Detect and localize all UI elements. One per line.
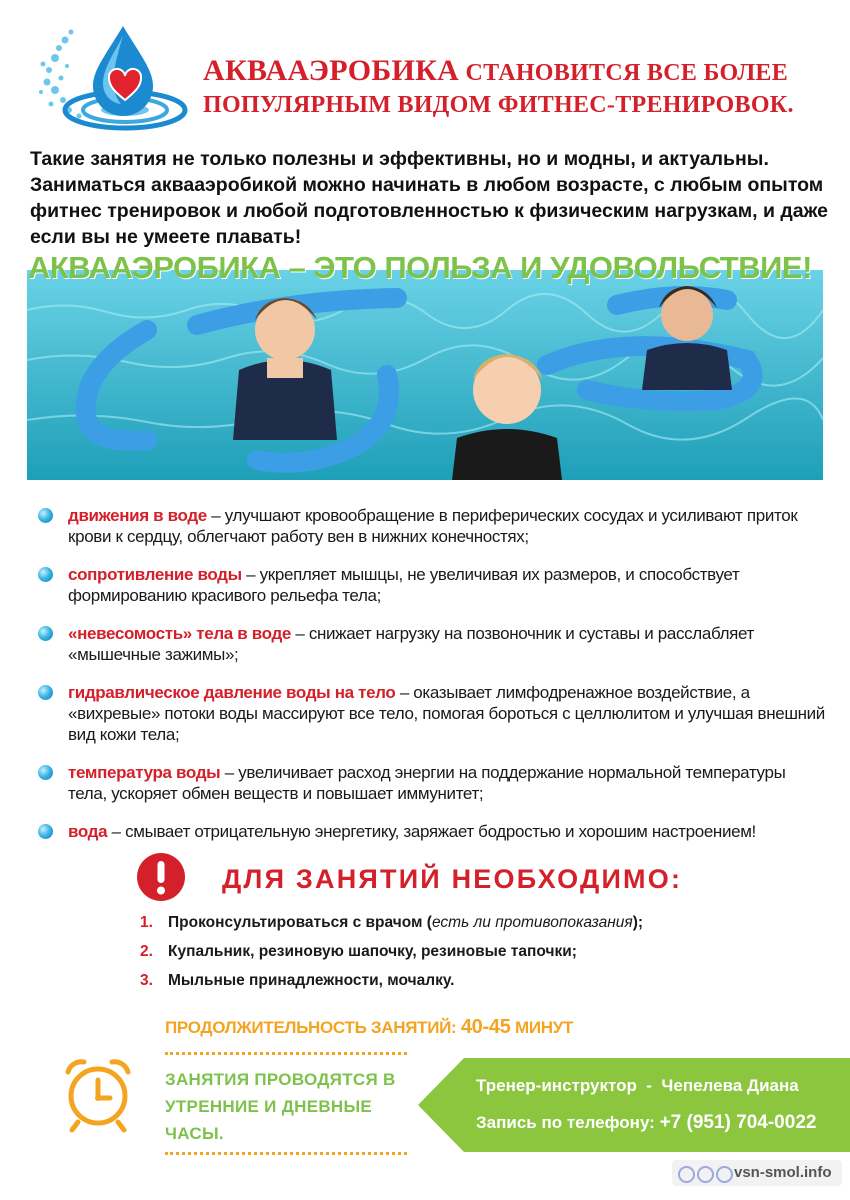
list-item <box>140 942 780 962</box>
benefit-text: – увеличивает расход энергии на поддержание нормальной температуры тела, ускоряет обмен веществ и повышает иммунитет; <box>68 763 786 803</box>
watermark-text[interactable]: vsn-smol.info <box>734 1164 832 1181</box>
alarm-clock-icon <box>58 1054 138 1134</box>
page-title <box>203 54 843 88</box>
benefit-text: – укрепляет мышцы, не увеличивая их размеров, и способствует формированию красивого рельефа тела; <box>68 565 740 605</box>
blue-bullet-icon <box>38 567 53 582</box>
blue-bullet-icon <box>38 824 53 839</box>
trainer-line <box>476 1076 799 1096</box>
watermark-icons <box>678 1166 735 1188</box>
aqua-heart-logo <box>35 18 195 138</box>
dotted-divider <box>165 1152 407 1155</box>
watermark-circle-icon <box>678 1166 695 1183</box>
item-italic: есть ли противопоказания <box>431 914 633 931</box>
title-main-word: АКВААЭРОБИКА <box>203 54 460 87</box>
list-item <box>140 913 780 933</box>
duration-unit: МИНУТ <box>514 1018 574 1037</box>
duration-value: 40-45 <box>460 1016 511 1038</box>
item-number: 2. <box>140 943 153 960</box>
phone-label: Запись по телефону: <box>476 1113 655 1132</box>
pool-photo <box>27 270 823 480</box>
item-number: 3. <box>140 972 153 989</box>
requirements-list <box>140 913 780 1000</box>
trainer-panel <box>418 1058 850 1152</box>
benefit-term: «невесомость» тела в воде <box>68 624 291 643</box>
duration-label: ПРОДОЛЖИТЕЛЬНОСТЬ ЗАНЯТИЙ: <box>165 1018 457 1037</box>
list-item <box>36 682 826 745</box>
benefit-text: – снижает нагрузку на позвоночник и суставы и расслабляет «мышечные зажимы»; <box>68 624 754 664</box>
benefit-text: – улучшают кровообращение в периферических сосудах и усиливают приток крови к сердцу, облегчают работу вен в нижних конечностях; <box>68 506 798 546</box>
title-line-2: ПОПУЛЯРНЫМ ВИДОМ ФИТНЕС-ТРЕНИРОВОК. <box>203 92 794 118</box>
blue-bullet-icon <box>38 765 53 780</box>
item-end: ); <box>632 914 644 931</box>
benefit-text: – оказывает лимфодренажное воздействие, а «вихревые» потоки воды массируют все тело, помогая бороться с целлюлитом и улучшая внешний вид кожи тела; <box>68 683 825 744</box>
title-rest: СТАНОВИТСЯ ВСЕ БОЛЕЕ <box>465 60 789 86</box>
blue-bullet-icon <box>38 508 53 523</box>
phone-number[interactable]: +7 (951) 704-0022 <box>659 1112 817 1133</box>
item-text: Мыльные принадлежности, мочалку. <box>168 972 455 989</box>
blue-bullet-icon <box>38 626 53 641</box>
list-item <box>36 623 826 665</box>
list-item <box>36 762 826 804</box>
benefit-term: вода <box>68 822 108 841</box>
benefit-term: движения в воде <box>68 506 207 525</box>
duration-line <box>165 1016 573 1039</box>
watermark-circle-icon <box>697 1166 714 1183</box>
benefits-list <box>36 505 826 859</box>
green-headline: АКВААЭРОБИКА – ЭТО ПОЛЬЗА И УДОВОЛЬСТВИЕ! <box>28 250 812 285</box>
list-item <box>140 971 780 991</box>
intro-paragraph: Такие занятия не только полезны и эффективны, но и модны, и актуальны. Заниматься аквааэробикой можно начинать в любом возрасте, с любым опытом фитнес тренировок и любой подготовленностью к физическим нагрузкам, и даже если вы не умеете плавать! <box>30 148 829 248</box>
phone-line <box>476 1112 816 1134</box>
watermark-circle-icon <box>716 1166 733 1183</box>
trainer-dash: - <box>646 1076 652 1095</box>
list-item <box>36 821 826 842</box>
requirements-title: ДЛЯ ЗАНЯТИЙ НЕОБХОДИМО: <box>222 864 683 894</box>
dotted-divider <box>165 1052 407 1055</box>
benefit-text: – смывает отрицательную энергетику, заряжает бодростью и хорошим настроением! <box>107 822 756 841</box>
benefit-term: гидравлическое давление воды на тело <box>68 683 396 702</box>
benefit-term: температура воды <box>68 763 221 782</box>
benefit-term: сопротивление воды <box>68 565 242 584</box>
list-item <box>36 505 826 547</box>
blue-bullet-icon <box>38 685 53 700</box>
item-text: Проконсультироваться с врачом ( <box>168 914 432 931</box>
schedule-text: ЗАНЯТИЯ ПРОВОДЯТСЯ В УТРЕННИЕ И ДНЕВНЫЕ ЧАСЫ. <box>165 1070 396 1143</box>
trainer-name: Чепелева Диана <box>661 1076 799 1095</box>
list-item <box>36 564 826 606</box>
trainer-label: Тренер-инструктор <box>476 1076 637 1095</box>
item-number: 1. <box>140 914 153 931</box>
item-text: Купальник, резиновую шапочку, резиновые тапочки; <box>168 943 577 960</box>
exclamation-icon <box>136 852 186 902</box>
